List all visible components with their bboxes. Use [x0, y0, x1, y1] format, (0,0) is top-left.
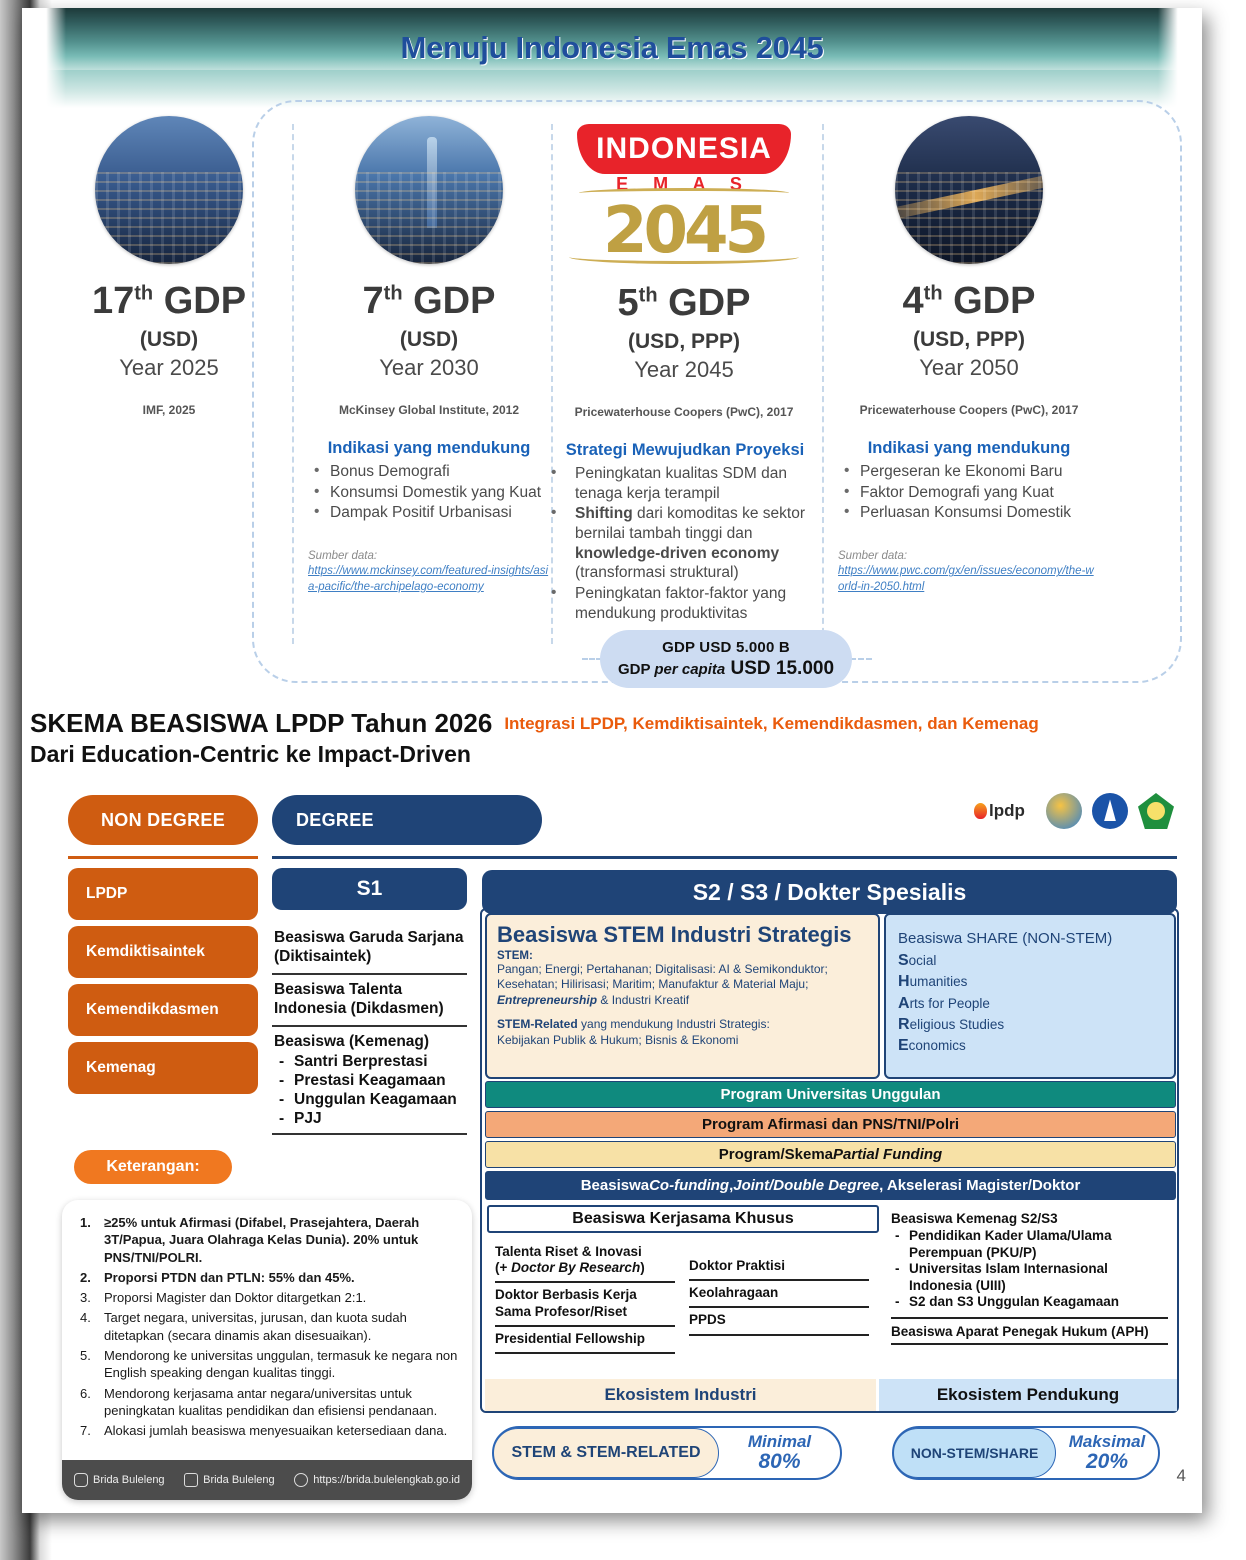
gdp-currency-1: (USD)	[139, 327, 199, 351]
list-item: - Universitas Islam Internasional Indonesia (UIII)	[891, 1261, 1168, 1294]
s1-item-talenta: Beasiswa Talenta Indonesia (Dikdasmen)	[272, 975, 467, 1027]
skema-title: SKEMA BEASISWA LPDP Tahun 2026	[30, 708, 493, 738]
instagram-icon	[74, 1473, 88, 1487]
s2-s3-header-button[interactable]: S2 / S3 / Dokter Spesialis	[482, 870, 1177, 914]
source-block-2030	[308, 549, 550, 596]
share-word: rts for People	[909, 995, 990, 1011]
list-item	[72, 1214, 458, 1266]
s1-program-list	[272, 923, 467, 1135]
share-word: ocial	[908, 953, 937, 969]
stem-fields	[497, 962, 868, 1008]
facebook-label: Brida Buleleng	[203, 1474, 275, 1486]
kerjasama-ppds: PPDS	[689, 1308, 869, 1335]
band-co-italic-1: Co-funding	[649, 1177, 730, 1194]
stem-line-3-rest: & Industri Kreatif	[597, 992, 690, 1007]
strategi-title: Strategi Mewujudkan Proyeksi	[565, 440, 805, 459]
list-item	[898, 971, 1162, 992]
capsule-stem-qualifier: Minimal	[747, 1432, 812, 1452]
gdp-year-1: Year 2025	[119, 354, 219, 380]
share-letter: H	[898, 973, 910, 991]
band-universitas-unggulan: Program Universitas Unggulan	[485, 1081, 1176, 1108]
emas-arc-bottom	[569, 250, 799, 264]
ekosistem-industri-label: Ekosistem Industri	[485, 1379, 876, 1411]
kerjasama-header: Beasiswa Kerjasama Khusus	[487, 1205, 879, 1233]
share-box	[884, 913, 1176, 1079]
website-link[interactable]	[294, 1473, 460, 1487]
gdp-percapita-prefix: GDP	[617, 660, 655, 678]
list-item: - S2 dan S3 Unggulan Keagamaan	[891, 1294, 1168, 1310]
keterangan-badge: Keterangan:	[74, 1150, 232, 1184]
list-item	[539, 504, 831, 583]
talenta-paren-open: (+	[495, 1260, 512, 1276]
website-label: https://brida.bulelengkab.go.id	[313, 1474, 460, 1486]
list-item	[72, 1385, 458, 1420]
gdp-year-2: Year 2030	[379, 354, 479, 380]
source-link-2050[interactable]: https://www.pwc.com/gx/en/issues/economy/the-world-in-2050.html	[838, 565, 1094, 593]
gdp-currency-2: (USD)	[399, 327, 459, 351]
keterangan-notes-box	[62, 1200, 472, 1500]
share-word: eligious Studies	[909, 1016, 1005, 1032]
gdp-column-2030	[304, 116, 554, 595]
gdp-percapita-amount: USD 15.000	[725, 657, 835, 679]
band-afirmasi: Program Afirmasi dan PNS/TNI/Polri	[485, 1111, 1176, 1138]
share-title-suffix: (NON-STEM)	[1018, 930, 1113, 947]
list-item: - Pendidikan Kader Ulama/Ulama Perempuan (PKU/P)	[891, 1228, 1168, 1261]
gdp-source-4: Pricewaterhouse Coopers (PwC), 2017	[859, 402, 1079, 417]
sidebar-item-kemendikdasmen[interactable]: Kemendikdasmen	[68, 984, 258, 1036]
kemdiktisaintek-logo-icon	[1046, 790, 1082, 832]
gdp-currency-4: (USD, PPP)	[912, 327, 1025, 351]
globe-icon	[294, 1473, 308, 1487]
share-word: conomics	[908, 1038, 966, 1054]
capsule-nonstem	[892, 1426, 1160, 1480]
capsule-nonstem-value	[1056, 1433, 1158, 1473]
source-link-2030[interactable]: https://www.mckinsey.com/featured-insights/asia-pacific/the-archipelago-economy	[308, 565, 549, 593]
indikasi-title-2030: Indikasi yang mendukung	[327, 438, 531, 457]
gdp-label-4: GDP	[953, 280, 1036, 322]
pill-connector-left	[582, 658, 602, 660]
gdp-rank-ordinal-4: th	[923, 282, 943, 305]
source-block-2050	[838, 549, 1100, 596]
band-partial-prefix: Program/Skema	[718, 1146, 834, 1163]
gdp-rank-3	[559, 284, 809, 324]
gdp-source-3: Pricewaterhouse Coopers (PwC), 2017	[574, 404, 794, 419]
note-text: ≥25% untuk Afirmasi (Difabel, Prasejahtera, Daerah 3T/Papua, Juara Olahraga Kelas Dunia). 20% untuk PNS/TNI/POLRI.	[104, 1215, 420, 1265]
gdp-rank-1	[44, 282, 294, 322]
list-item	[72, 1309, 458, 1344]
sidebar-item-kemenag[interactable]: Kemenag	[68, 1042, 258, 1094]
capsule-nonstem-label: NON-STEM/SHARE	[893, 1428, 1056, 1478]
gdp-target-pill	[600, 630, 852, 688]
gdp-rank-number-2: 7	[362, 280, 384, 322]
stem-label: STEM:	[497, 950, 533, 963]
talenta-doctor-by-research: Doctor By Research	[511, 1260, 641, 1276]
capsule-nonstem-percent: 20%	[1085, 1449, 1129, 1473]
band-co-suffix: , Akselerasi Magister/Doktor	[879, 1177, 1081, 1194]
stem-box-title: Beasiswa STEM Industri Strategis	[497, 922, 852, 947]
ministry-logos	[974, 788, 1174, 834]
gdp-per-capita-value	[600, 658, 852, 680]
share-box-title	[898, 925, 1162, 948]
kemenag-s2s3-card	[883, 1205, 1176, 1378]
s1-item-kemenag	[272, 1027, 467, 1134]
degree-button[interactable]: DEGREE	[272, 795, 542, 845]
note-text: Mendorong ke universitas unggulan, termasuk ke negara non English speaking dengan kualitas tinggi.	[104, 1347, 458, 1381]
share-letter: E	[898, 1037, 909, 1055]
share-letter: A	[898, 994, 910, 1012]
gdp-label-1: GDP	[163, 280, 247, 322]
gdp-rank-number-4: 4	[902, 280, 924, 322]
gdp-label-2: GDP	[413, 280, 496, 322]
stem-related-line-2: Kebijakan Publik & Hukum; Bisnis & Ekonomi	[497, 1032, 739, 1047]
kerjasama-cards	[489, 1236, 877, 1378]
gdp-year-4: Year 2050	[919, 354, 1019, 380]
source-label-2050: Sumber data:	[838, 549, 908, 562]
kemenag-card-title: Beasiswa Kemenag S2/S3	[891, 1211, 1058, 1226]
list-item	[72, 1422, 458, 1439]
share-word: umanities	[909, 974, 968, 990]
city-photo-4	[895, 116, 1043, 264]
kerjasama-right-col	[683, 1236, 877, 1378]
list-item	[898, 993, 1162, 1014]
stem-related-block	[497, 1017, 868, 1048]
s1-kemenag-title: Beasiswa (Kemenag)	[274, 1033, 430, 1051]
gdp-source-1: IMF, 2025	[142, 402, 196, 417]
ekosistem-pendukung-label: Ekosistem Pendukung	[879, 1379, 1177, 1411]
note-number: 3.	[80, 1290, 91, 1306]
gdp-year-3: Year 2045	[634, 356, 734, 382]
stem-related-label: STEM-Related	[497, 1017, 578, 1032]
list-item: - Prestasi Keagamaan	[274, 1072, 467, 1091]
emas-year-text: 2045	[602, 194, 766, 268]
gdp-column-2045	[559, 116, 809, 624]
gdp-columns	[44, 116, 1184, 676]
indikasi-list-2030	[308, 462, 550, 523]
kerjasama-presidential: Presidential Fellowship	[495, 1327, 675, 1354]
list-item	[898, 1014, 1162, 1035]
indikasi-list-2050	[838, 462, 1100, 523]
lpdp-logo-icon: lpdp	[974, 790, 1036, 832]
sidebar-item-kemdiktisaintek[interactable]: Kemdiktisaintek	[68, 926, 258, 978]
stem-line-2: Kesehatan; Hilirisasi; Maritim; Manufaktur & Material Maju;	[497, 977, 809, 992]
note-text: Proporsi PTDN dan PTLN: 55% dan 45%.	[104, 1269, 355, 1285]
instagram-label: Brida Buleleng	[93, 1474, 165, 1486]
s1-item-garuda: Beasiswa Garuda Sarjana (Diktisaintek)	[272, 923, 467, 975]
kerjasama-doktor-profesor: Doktor Berbasis Kerja Sama Profesor/Riset	[495, 1283, 675, 1326]
kemendikdasmen-logo-icon	[1092, 790, 1128, 832]
skema-subtitle-integrasi: Integrasi LPDP, Kemdiktisaintek, Kemendikdasmen, dan Kemenag	[504, 714, 1039, 733]
city-photo-1	[95, 116, 243, 264]
strategi-b2-end: (transformasi struktural)	[575, 564, 739, 582]
band-partial-funding	[485, 1141, 1176, 1168]
capsule-stem	[492, 1426, 842, 1480]
kerjasama-keolahragaan: Keolahragaan	[689, 1281, 869, 1308]
strategi-box	[535, 441, 835, 623]
list-item: - PJJ	[274, 1110, 467, 1129]
list-item: • Dampak Positif Urbanisasi	[308, 503, 550, 523]
notes-list	[62, 1200, 472, 1448]
gdp-rank-ordinal-2: th	[383, 282, 403, 305]
note-text: Proporsi Magister dan Doktor ditargetkan 2:1.	[104, 1290, 367, 1306]
list-item: • Konsumsi Domestik yang Kuat	[308, 483, 550, 503]
facebook-handle[interactable]	[184, 1473, 275, 1487]
city-photo-2	[355, 116, 503, 264]
gdp-percapita-italic: per capita	[654, 660, 726, 678]
kerjasama-left-col	[489, 1236, 683, 1378]
note-text: Alokasi jumlah beasiswa menyesuaikan ketersediaan dana.	[104, 1423, 448, 1439]
kemenag-card-aph: Beasiswa Aparat Penegak Hukum (APH)	[891, 1324, 1168, 1345]
slide-canvas	[22, 8, 1202, 1513]
strategi-shifting: Shifting	[575, 505, 633, 523]
page-title: Menuju Indonesia Emas 2045	[400, 30, 824, 65]
kemenag-logo-icon	[1138, 790, 1174, 832]
page-number: 4	[1176, 1466, 1186, 1485]
list-item: • Perluasan Konsumsi Domestik	[838, 503, 1100, 523]
emas-ribbon-text: INDONESIA	[577, 124, 791, 174]
skema-tagline: Dari Education-Centric ke Impact-Driven	[30, 741, 471, 767]
note-text: Mendorong kerjasama antar negara/universitas untuk peningkatan kualitas pendidikan dan efisiensi pendanaan.	[104, 1385, 438, 1418]
gdp-rank-ordinal-1: th	[134, 282, 154, 305]
share-letter: R	[898, 1015, 910, 1033]
note-number: 6.	[80, 1385, 91, 1401]
band-co-sep: ,	[729, 1177, 734, 1194]
list-item: • Peningkatan faktor-faktor yang mendukung produktivitas	[539, 584, 831, 623]
band-cofunding	[485, 1171, 1176, 1200]
share-acronym-list	[898, 950, 1162, 1056]
note-text: Target negara, universitas, jurusan, dan kuota sudah ditetapkan (secara dinamis akan disesuaikan).	[104, 1310, 407, 1343]
list-item: - Santri Berprestasi	[274, 1053, 467, 1072]
note-number: 4.	[80, 1310, 91, 1326]
note-number: 7.	[80, 1423, 91, 1439]
facebook-icon	[184, 1473, 198, 1487]
gdp-label-3: GDP	[668, 282, 751, 324]
indonesia-emas-logo	[559, 116, 809, 266]
list-item: • Pergeseran ke Ekonomi Baru	[838, 462, 1100, 482]
gdp-rank-2	[304, 282, 554, 322]
stem-line-1: Pangan; Energi; Pertahanan; Digitalisasi: AI & Semikonduktor;	[497, 962, 828, 977]
band-co-prefix: Beasiswa	[580, 1177, 650, 1194]
kemenag-card-divider	[891, 1317, 1168, 1319]
stem-related-rest: yang mendukung Industri Strategis:	[577, 1017, 770, 1032]
skema-heading	[30, 708, 1190, 768]
list-item: • Faktor Demografi yang Kuat	[838, 483, 1100, 503]
share-letter: S	[898, 952, 909, 970]
strategi-knowledge-driven: knowledge-driven economy	[575, 544, 780, 562]
capsule-stem-value	[719, 1433, 840, 1473]
degree-rule	[272, 856, 1177, 859]
note-number: 2.	[80, 1269, 91, 1285]
source-label-2030: Sumber data:	[308, 549, 378, 562]
talenta-paren-close: )	[640, 1260, 645, 1276]
sidebar-item-lpdp[interactable]: LPDP	[68, 868, 258, 920]
band-partial-italic: Partial Funding	[833, 1146, 943, 1163]
kerjasama-talenta	[495, 1240, 675, 1283]
capsule-stem-percent: 80%	[758, 1449, 801, 1473]
s1-kemenag-sublist	[274, 1053, 467, 1129]
gdp-column-2050	[834, 116, 1104, 595]
gdp-rank-number-1: 17	[91, 280, 135, 322]
social-footer-bar	[62, 1460, 472, 1500]
capsule-nonstem-qualifier: Maksimal	[1068, 1432, 1146, 1452]
non-degree-rule	[68, 856, 258, 859]
strategi-list	[539, 464, 831, 623]
list-item: - Unggulan Keagamaan	[274, 1091, 467, 1110]
gdp-rank-4	[834, 282, 1104, 322]
list-item: • Peningkatan kualitas SDM dan tenaga kerja terampil	[539, 464, 831, 503]
list-item	[72, 1289, 458, 1306]
gdp-source-2: McKinsey Global Institute, 2012	[338, 402, 520, 417]
share-title-main: Beasiswa SHARE	[898, 930, 1019, 947]
list-item	[898, 950, 1162, 971]
emas-word-text: E M A S	[616, 174, 752, 194]
indikasi-title-2050: Indikasi yang mendukung	[867, 438, 1071, 457]
kemenag-card-list	[891, 1228, 1168, 1310]
s1-header-button[interactable]: S1	[272, 868, 467, 910]
note-number: 5.	[80, 1347, 91, 1363]
indikasi-box-2050	[834, 439, 1104, 596]
list-item: • Bonus Demografi	[308, 462, 550, 482]
capsule-stem-label: STEM & STEM-RELATED	[493, 1428, 719, 1478]
gdp-total-value: GDP USD 5.000 B	[662, 638, 790, 656]
stem-box	[485, 913, 880, 1079]
gdp-rank-number-3: 5	[617, 282, 639, 324]
gdp-rank-ordinal-3: th	[638, 284, 658, 307]
flame-icon	[974, 803, 987, 819]
indikasi-box-2030	[304, 439, 554, 596]
talenta-line-1: Talenta Riset & Inovasi	[495, 1244, 642, 1259]
list-item	[72, 1269, 458, 1286]
gdp-currency-3: (USD, PPP)	[627, 329, 740, 353]
gdp-column-2025	[44, 116, 294, 417]
band-co-italic-2: Joint/Double Degree	[733, 1177, 880, 1194]
list-item	[72, 1347, 458, 1382]
stem-entrepreneurship: Entrepreneurship	[497, 992, 598, 1007]
pill-connector-right	[850, 658, 872, 660]
kerjasama-doktor-praktisi: Doktor Praktisi	[689, 1254, 869, 1281]
non-degree-button[interactable]: NON DEGREE	[68, 795, 258, 845]
instagram-handle[interactable]	[74, 1473, 165, 1487]
list-item	[898, 1035, 1162, 1056]
strategi-b2-mid: dari komoditas ke sektor bernilai tambah tinggi dan	[575, 505, 805, 542]
note-number: 1.	[80, 1215, 91, 1230]
